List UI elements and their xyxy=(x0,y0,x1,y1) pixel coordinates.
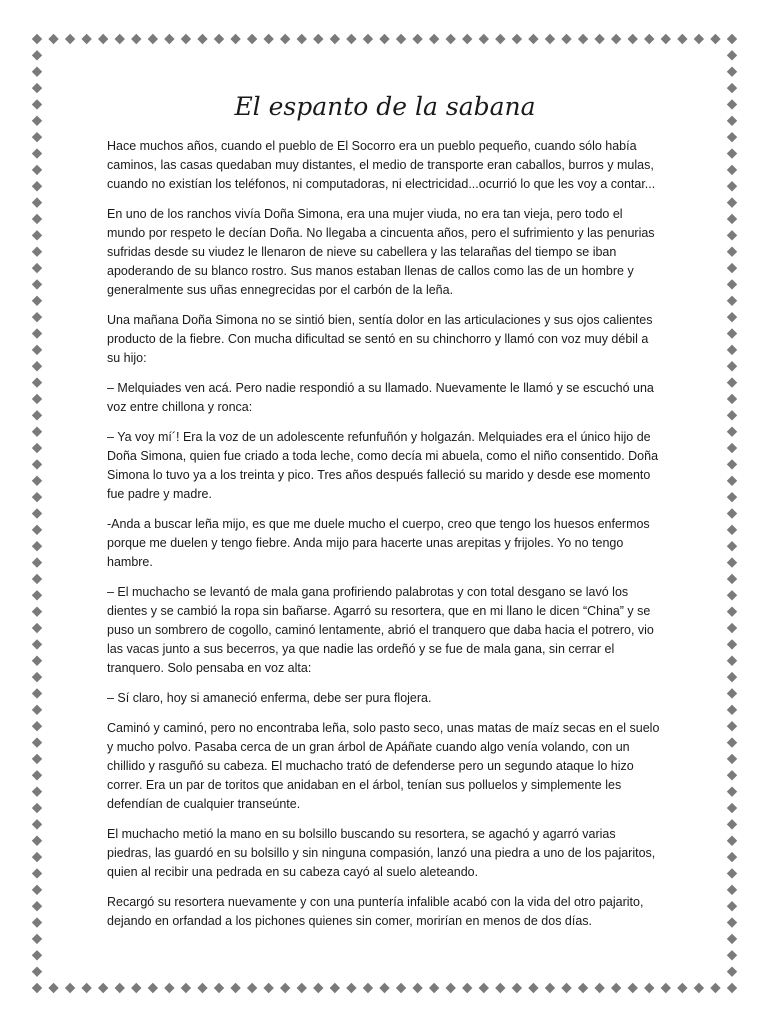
diamond-ornament xyxy=(32,868,42,878)
diamond-ornament xyxy=(727,116,737,126)
diamond-ornament xyxy=(65,34,75,44)
diamond-ornament xyxy=(32,721,42,731)
diamond-ornament xyxy=(727,705,737,715)
diamond-ornament xyxy=(32,116,42,126)
diamond-ornament xyxy=(561,34,571,44)
paragraph-4: – Melquiades ven acá. Pero nadie respondió a su llamado. Nuevamente le llamó y se escuchó una voz entre chillona y ronca: xyxy=(107,381,654,414)
diamond-ornament xyxy=(694,34,704,44)
diamond-ornament xyxy=(479,34,489,44)
diamond-ornament xyxy=(710,34,720,44)
diamond-ornament xyxy=(727,263,737,273)
diamond-ornament xyxy=(32,230,42,240)
diamond-ornament xyxy=(727,361,737,371)
diamond-ornament xyxy=(495,983,505,993)
diamond-ornament xyxy=(545,34,555,44)
diamond-ornament xyxy=(181,34,191,44)
diamond-ornament xyxy=(512,983,522,993)
diamond-ornament xyxy=(727,868,737,878)
diamond-ornament xyxy=(727,279,737,289)
diamond-ornament xyxy=(32,656,42,666)
diamond-ornament xyxy=(32,934,42,944)
diamond-ornament xyxy=(727,148,737,158)
diamond-ornament xyxy=(164,983,174,993)
diamond-ornament xyxy=(263,34,273,44)
diamond-ornament xyxy=(32,279,42,289)
diamond-ornament xyxy=(32,803,42,813)
diamond-ornament xyxy=(32,557,42,567)
diamond-ornament xyxy=(131,983,141,993)
diamond-ornament xyxy=(346,34,356,44)
diamond-ornament xyxy=(727,214,737,224)
diamond-ornament xyxy=(727,50,737,60)
diamond-ornament xyxy=(727,181,737,191)
diamond-ornament xyxy=(115,34,125,44)
document-title: El espanto de la sabana xyxy=(234,92,536,121)
diamond-ornament xyxy=(297,983,307,993)
diamond-ornament xyxy=(32,132,42,142)
diamond-ornament xyxy=(214,34,224,44)
diamond-ornament xyxy=(164,34,174,44)
diamond-ornament xyxy=(32,181,42,191)
diamond-ornament xyxy=(32,263,42,273)
diamond-ornament xyxy=(611,34,621,44)
diamond-ornament xyxy=(727,394,737,404)
diamond-ornament xyxy=(32,377,42,387)
diamond-ornament xyxy=(578,983,588,993)
diamond-ornament xyxy=(727,312,737,322)
diamond-ornament xyxy=(396,34,406,44)
diamond-ornament xyxy=(32,983,42,993)
diamond-ornament xyxy=(727,476,737,486)
diamond-ornament xyxy=(32,541,42,551)
diamond-ornament xyxy=(727,99,737,109)
diamond-ornament xyxy=(545,983,555,993)
diamond-ornament xyxy=(727,983,737,993)
diamond-ornament xyxy=(727,67,737,77)
diamond-ornament xyxy=(628,34,638,44)
diamond-ornament xyxy=(230,983,240,993)
diamond-ornament xyxy=(611,983,621,993)
diamond-ornament xyxy=(230,34,240,44)
paragraph-8: – Sí claro, hoy si amaneció enferma, debe ser pura flojera. xyxy=(107,691,432,705)
diamond-ornament xyxy=(727,656,737,666)
diamond-ornament xyxy=(98,34,108,44)
diamond-ornament xyxy=(727,525,737,535)
diamond-ornament xyxy=(677,34,687,44)
diamond-ornament xyxy=(330,34,340,44)
diamond-ornament xyxy=(81,983,91,993)
diamond-ornament xyxy=(32,83,42,93)
diamond-ornament xyxy=(379,983,389,993)
diamond-ornament xyxy=(479,983,489,993)
diamond-ornament xyxy=(495,34,505,44)
diamond-ornament xyxy=(247,983,257,993)
diamond-ornament xyxy=(727,492,737,502)
diamond-ornament xyxy=(115,983,125,993)
diamond-ornament xyxy=(32,623,42,633)
diamond-ornament xyxy=(644,34,654,44)
diamond-ornament xyxy=(661,983,671,993)
diamond-ornament xyxy=(727,672,737,682)
diamond-ornament xyxy=(32,786,42,796)
diamond-ornament xyxy=(727,606,737,616)
diamond-ornament xyxy=(727,345,737,355)
diamond-ornament xyxy=(727,541,737,551)
diamond-ornament xyxy=(727,950,737,960)
paragraph-3: Una mañana Doña Simona no se sintió bien, sentía dolor en las articulaciones y sus ojos calientes producto de la fiebre. Con mucha dificultad se sentó en su chinchorro y llamó con voz muy débil a su hijo: xyxy=(107,313,653,365)
diamond-ornament xyxy=(727,83,737,93)
diamond-ornament xyxy=(727,426,737,436)
diamond-ornament xyxy=(727,574,737,584)
diamond-ornament xyxy=(32,361,42,371)
diamond-ornament xyxy=(363,983,373,993)
diamond-ornament xyxy=(48,34,58,44)
diamond-ornament xyxy=(727,557,737,567)
diamond-ornament xyxy=(462,34,472,44)
diamond-ornament xyxy=(512,34,522,44)
diamond-ornament xyxy=(346,983,356,993)
diamond-ornament xyxy=(32,705,42,715)
diamond-ornament xyxy=(396,983,406,993)
diamond-ornament xyxy=(727,230,737,240)
diamond-ornament xyxy=(148,34,158,44)
diamond-ornament xyxy=(32,459,42,469)
diamond-ornament xyxy=(727,410,737,420)
diamond-ornament xyxy=(32,737,42,747)
diamond-ornament xyxy=(280,983,290,993)
diamond-ornament xyxy=(412,34,422,44)
diamond-ornament xyxy=(677,983,687,993)
diamond-ornament xyxy=(727,688,737,698)
diamond-ornament xyxy=(313,34,323,44)
paragraph-1: Hace muchos años, cuando el pueblo de El Socorro era un pueblo pequeño, cuando sólo había caminos, las casas quedaban muy distantes, el medio de transporte eran caballos, burros y mulas, cuando no existían los teléfonos, ni computadoras, ni electricidad...ocurrió lo que les voy a contar... xyxy=(107,139,656,191)
diamond-ornament xyxy=(247,34,257,44)
diamond-ornament xyxy=(727,34,737,44)
diamond-ornament xyxy=(32,836,42,846)
diamond-ornament xyxy=(727,459,737,469)
paragraph-10: El muchacho metió la mano en su bolsillo buscando su resortera, se agachó y agarró varias piedras, las guardó en su bolsillo y sin ninguna compasión, lanzó una piedra a uno de los pajaritos, quien al recibir una pedrada en su cabeza cayó al suelo aleteando. xyxy=(107,827,656,879)
diamond-ornament xyxy=(32,639,42,649)
diamond-ornament xyxy=(32,754,42,764)
diamond-ornament xyxy=(727,377,737,387)
diamond-ornament xyxy=(32,67,42,77)
diamond-ornament xyxy=(32,50,42,60)
diamond-ornament xyxy=(727,328,737,338)
diamond-ornament xyxy=(65,983,75,993)
diamond-ornament xyxy=(297,34,307,44)
paragraph-11: Recargó su resortera nuevamente y con una puntería infalible acabó con la vida del otro pajarito, dejando en orfandad a los pichones quienes sin comer, morirían en menos de dos días. xyxy=(107,895,644,928)
diamond-ornament xyxy=(32,688,42,698)
diamond-ornament xyxy=(429,34,439,44)
diamond-ornament xyxy=(32,247,42,257)
diamond-ornament xyxy=(727,737,737,747)
diamond-ornament xyxy=(32,328,42,338)
diamond-ornament xyxy=(81,34,91,44)
diamond-ornament xyxy=(727,623,737,633)
diamond-ornament xyxy=(727,966,737,976)
diamond-ornament xyxy=(710,983,720,993)
diamond-ornament xyxy=(727,819,737,829)
diamond-ornament xyxy=(578,34,588,44)
diamond-ornament xyxy=(727,132,737,142)
diamond-ornament xyxy=(32,917,42,927)
diamond-ornament xyxy=(412,983,422,993)
diamond-ornament xyxy=(313,983,323,993)
diamond-ornament xyxy=(528,983,538,993)
diamond-ornament xyxy=(330,983,340,993)
diamond-ornament xyxy=(32,296,42,306)
paragraph-6: -Anda a buscar leña mijo, es que me duele mucho el cuerpo, creo que tengo los huesos enfermos porque me duelen y tengo fiebre. Anda mijo para hacerte unas arepitas y frijoles. Yo no tengo hambre. xyxy=(107,517,650,569)
diamond-ornament xyxy=(263,983,273,993)
diamond-ornament xyxy=(445,983,455,993)
diamond-ornament xyxy=(181,983,191,993)
diamond-ornament xyxy=(32,34,42,44)
diamond-ornament xyxy=(727,786,737,796)
diamond-ornament xyxy=(32,165,42,175)
diamond-ornament xyxy=(644,983,654,993)
diamond-ornament xyxy=(727,901,737,911)
diamond-ornament xyxy=(727,639,737,649)
paragraph-2: En uno de los ranchos vivía Doña Simona, era una mujer viuda, no era tan vieja, pero todo el mundo por respeto le decían Doña. No llegaba a cincuenta años, pero el sufrimiento y las penurias sufridas desde su viudez le llenaron de nieve su cabellera y las telarañas del tiempo se iban apoderando de su blanco rostro. Sus manos estaban llenas de callos como las de un hombre y generalmente sus uñas ennegrecidas por el carbón de la leña. xyxy=(107,207,655,297)
diamond-ornament xyxy=(727,852,737,862)
diamond-ornament xyxy=(197,983,207,993)
diamond-ornament xyxy=(32,606,42,616)
diamond-ornament xyxy=(32,590,42,600)
paragraph-5: – Ya voy mí´! Era la voz de un adolescente refunfuñón y holgazán. Melquiades era el único hijo de Doña Simona, quien fue criado a toda leche, como decía mi abuela, como el niño consentido. Doña Simona lo tuvo ya a los treinta y pico. Tres años después falleció su marido y desde ese momento fue padre y madre. xyxy=(107,430,659,501)
diamond-ornament xyxy=(727,508,737,518)
diamond-ornament xyxy=(379,34,389,44)
diamond-ornament xyxy=(32,492,42,502)
diamond-ornament xyxy=(32,525,42,535)
diamond-ornament xyxy=(694,983,704,993)
diamond-ornament xyxy=(32,148,42,158)
diamond-ornament xyxy=(727,296,737,306)
diamond-ornament xyxy=(131,34,141,44)
diamond-ornament xyxy=(32,345,42,355)
diamond-ornament xyxy=(429,983,439,993)
diamond-ornament xyxy=(32,508,42,518)
paragraph-7: – El muchacho se levantó de mala gana profiriendo palabrotas y con total desgano se lavó los dientes y se cambió la ropa sin bañarse. Agarró su resortera, que en mi llano le dicen “China” y se puso un sombrero de cogollo, caminó lentamente, abrió el tranquero que daba hacia el potrero, vio las vacas junto a sus becerros, ya que nadie las ordeñó y se fue de mala gana, sin cerrar el tranquero. Solo pensaba en voz alta: xyxy=(107,585,654,675)
diamond-ornament xyxy=(32,312,42,322)
diamond-ornament xyxy=(32,394,42,404)
diamond-ornament xyxy=(32,852,42,862)
diamond-ornament xyxy=(628,983,638,993)
diamond-ornament xyxy=(661,34,671,44)
diamond-ornament xyxy=(363,34,373,44)
diamond-ornament xyxy=(727,917,737,927)
diamond-ornament xyxy=(727,770,737,780)
diamond-ornament xyxy=(561,983,571,993)
diamond-ornament xyxy=(32,197,42,207)
diamond-ornament xyxy=(32,214,42,224)
diamond-ornament xyxy=(727,885,737,895)
diamond-ornament xyxy=(197,34,207,44)
diamond-ornament xyxy=(32,99,42,109)
diamond-ornament xyxy=(32,476,42,486)
diamond-ornament xyxy=(727,165,737,175)
diamond-ornament xyxy=(48,983,58,993)
diamond-ornament xyxy=(32,901,42,911)
diamond-ornament xyxy=(727,934,737,944)
diamond-ornament xyxy=(32,770,42,780)
diamond-ornament xyxy=(528,34,538,44)
diamond-ornament xyxy=(32,966,42,976)
document-body xyxy=(107,92,663,942)
diamond-ornament xyxy=(727,197,737,207)
diamond-ornament xyxy=(32,885,42,895)
diamond-ornament xyxy=(462,983,472,993)
diamond-ornament xyxy=(214,983,224,993)
diamond-ornament xyxy=(445,34,455,44)
diamond-ornament xyxy=(727,803,737,813)
diamond-ornament xyxy=(32,672,42,682)
diamond-ornament xyxy=(32,410,42,420)
diamond-ornament xyxy=(32,426,42,436)
paragraph-9: Caminó y caminó, pero no encontraba leña, solo pasto seco, unas matas de maíz secas en el suelo y mucho polvo. Pasaba cerca de un gran árbol de Apáñate cuando algo venía volando, con un chillido y rasguñó su cabeza. El muchacho trató de defenderse pero un segundo ataque lo hizo correr. Era un par de toritos que anidaban en el árbol, tenían sus polluelos y simplemente les defendían de cualquier transeúnte. xyxy=(107,721,660,811)
diamond-ornament xyxy=(98,983,108,993)
diamond-ornament xyxy=(32,574,42,584)
diamond-ornament xyxy=(727,590,737,600)
diamond-ornament xyxy=(727,754,737,764)
diamond-ornament xyxy=(594,34,604,44)
diamond-ornament xyxy=(727,443,737,453)
diamond-ornament xyxy=(148,983,158,993)
diamond-ornament xyxy=(280,34,290,44)
diamond-ornament xyxy=(727,836,737,846)
diamond-ornament xyxy=(32,819,42,829)
diamond-ornament xyxy=(32,950,42,960)
diamond-ornament xyxy=(727,247,737,257)
diamond-ornament xyxy=(727,721,737,731)
diamond-ornament xyxy=(594,983,604,993)
diamond-ornament xyxy=(32,443,42,453)
